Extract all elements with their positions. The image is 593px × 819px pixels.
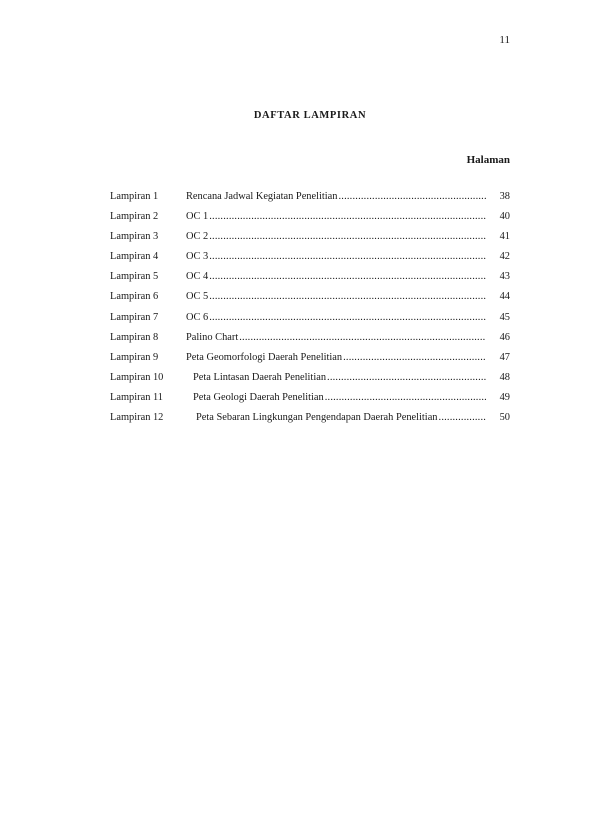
appendix-row bbox=[110, 412, 510, 432]
dot-leader bbox=[209, 271, 486, 282]
appendix-entry bbox=[186, 312, 496, 323]
appendix-list bbox=[110, 191, 510, 432]
appendix-row bbox=[110, 332, 510, 352]
page-column-header: Halaman bbox=[466, 154, 510, 166]
appendix-label: Lampiran 8 bbox=[110, 331, 159, 343]
dot-leader bbox=[343, 352, 486, 363]
appendix-label: Lampiran 3 bbox=[110, 231, 159, 243]
appendix-entry bbox=[186, 352, 496, 363]
appendix-label: Lampiran 2 bbox=[110, 211, 159, 223]
appendix-title: OC 4 bbox=[186, 271, 209, 283]
appendix-entry bbox=[186, 231, 496, 242]
appendix-page-number: 44 bbox=[499, 291, 510, 303]
appendix-row bbox=[110, 352, 510, 372]
appendix-page-number: 42 bbox=[499, 251, 510, 263]
page-title: DAFTAR LAMPIRAN bbox=[253, 110, 367, 121]
appendix-entry bbox=[186, 271, 496, 282]
dot-leader bbox=[209, 231, 486, 242]
dot-leader bbox=[209, 211, 486, 222]
appendix-title: Palino Chart bbox=[186, 331, 239, 343]
dot-leader bbox=[209, 291, 486, 302]
appendix-page-number: 47 bbox=[499, 351, 510, 363]
appendix-title: OC 2 bbox=[186, 231, 209, 243]
appendix-row bbox=[110, 191, 510, 211]
appendix-page-number: 46 bbox=[499, 331, 510, 343]
appendix-page-number: 45 bbox=[499, 311, 510, 323]
appendix-page-number: 49 bbox=[499, 391, 510, 403]
appendix-title: OC 1 bbox=[186, 211, 209, 223]
appendix-label: Lampiran 12 bbox=[110, 412, 164, 424]
appendix-row bbox=[110, 211, 510, 231]
appendix-title: OC 3 bbox=[186, 251, 209, 263]
page-number: 11 bbox=[499, 34, 510, 46]
appendix-page-number: 38 bbox=[499, 191, 510, 202]
appendix-entry bbox=[186, 412, 496, 423]
appendix-page-number: 40 bbox=[499, 211, 510, 223]
appendix-title: Peta Lintasan Daerah Penelitian bbox=[193, 371, 327, 383]
dot-leader bbox=[338, 191, 486, 202]
appendix-row bbox=[110, 231, 510, 251]
appendix-row bbox=[110, 312, 510, 332]
appendix-row bbox=[110, 291, 510, 311]
appendix-entry bbox=[186, 392, 496, 403]
appendix-label: Lampiran 1 bbox=[110, 191, 159, 202]
appendix-label: Lampiran 7 bbox=[110, 311, 159, 323]
appendix-entry bbox=[186, 211, 496, 222]
appendix-page-number: 41 bbox=[499, 231, 510, 243]
appendix-row bbox=[110, 372, 510, 392]
appendix-title: Peta Geomorfologi Daerah Penelitian bbox=[186, 351, 343, 363]
appendix-label: Lampiran 5 bbox=[110, 271, 159, 283]
appendix-title: OC 6 bbox=[186, 311, 209, 323]
dot-leader bbox=[239, 332, 486, 343]
appendix-entry bbox=[186, 251, 496, 262]
appendix-page-number: 50 bbox=[499, 412, 510, 424]
dot-leader bbox=[209, 312, 486, 323]
appendix-entry bbox=[186, 191, 496, 202]
appendix-entry bbox=[186, 291, 496, 302]
appendix-row bbox=[110, 392, 510, 412]
appendix-entry bbox=[186, 372, 496, 383]
dot-leader bbox=[439, 412, 486, 423]
appendix-label: Lampiran 4 bbox=[110, 251, 159, 263]
appendix-label: Lampiran 10 bbox=[110, 371, 164, 383]
appendix-label: Lampiran 11 bbox=[110, 391, 163, 403]
appendix-label: Lampiran 9 bbox=[110, 351, 159, 363]
appendix-page-number: 43 bbox=[499, 271, 510, 283]
appendix-title: Rencana Jadwal Kegiatan Penelitian bbox=[186, 191, 338, 202]
appendix-title: OC 5 bbox=[186, 291, 209, 303]
appendix-label: Lampiran 6 bbox=[110, 291, 159, 303]
appendix-page-number: 48 bbox=[499, 371, 510, 383]
appendix-title: Peta Geologi Daerah Penelitian bbox=[193, 391, 324, 403]
appendix-title: Peta Sebaran Lingkungan Pengendapan Daerah Penelitian bbox=[196, 412, 438, 424]
dot-leader bbox=[327, 372, 486, 383]
dot-leader bbox=[325, 392, 486, 403]
dot-leader bbox=[209, 251, 486, 262]
appendix-entry bbox=[186, 332, 496, 343]
appendix-row bbox=[110, 251, 510, 271]
appendix-row bbox=[110, 271, 510, 291]
